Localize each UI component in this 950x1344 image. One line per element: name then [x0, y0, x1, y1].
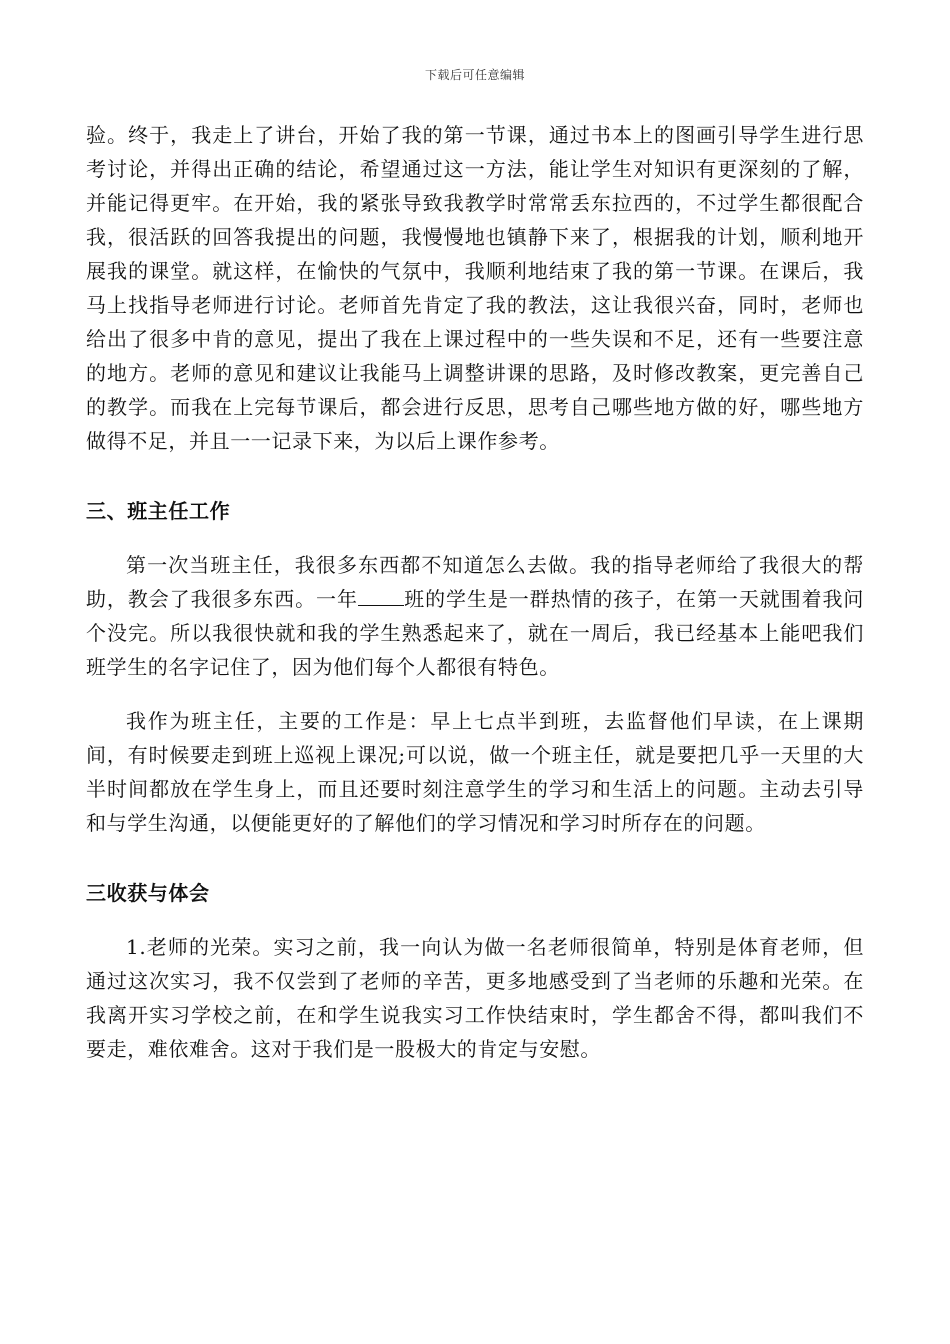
spacer: [86, 910, 864, 930]
paragraph-first-lesson: 验。终于，我走上了讲台，开始了我的第一节课，通过书本上的图画引导学生进行思考讨论，并得出正确的结论，希望通过这一方法，能让学生对知识有更深刻的了解，并能记得更牢。在开始，我的紧张导致我教学时常常丢东拉西的，不过学生都很配合我，很活跃的回答我提出的问题，我慢慢地也镇静下来了，根据我的计划，顺利地开展我的课堂。就这样，在愉快的气氛中，我顺利地结束了我的第一节课。在课后，我马上找指导老师进行讨论。老师首先肯定了我的教法，这让我很兴奋，同时，老师也给出了很多中肯的意见，提出了我在上课过程中的一些失误和不足，还有一些要注意的地方。老师的意见和建议让我能马上调整讲课的思路，及时修改教案，更完善自己的教学。而我在上完每节课后，都会进行反思，思考自己哪些地方做的好，哪些地方做得不足，并且一一记录下来，为以后上课作参考。: [86, 123, 864, 453]
paragraph-text-part-2: 班的学生是一群热情的孩子，在第一天就围着我问个没完。所以我很快就和我的学生熟悉起来了，就在一周后，我已经基本上能吧我们班学生的名字记住了，因为他们每个人都很有特色。: [86, 587, 864, 679]
paragraph-class-teacher-duties: 我作为班主任，主要的工作是：早上七点半到班，去监督他们早读，在上课期间，有时候要走到班上巡视上课况;可以说，做一个班主任，就是要把几乎一天里的大半时间都放在学生身上，而且还要时刻注意学生的学习和生活上的问题。主动去引导和与学生沟通，以便能更好的了解他们的学习情况和学习时所存在的问题。: [86, 709, 864, 835]
section-heading-gains: 三收获与体会: [86, 881, 210, 905]
document-body: [86, 118, 864, 1066]
paragraph-first-time-class-teacher: [86, 548, 864, 684]
spacer: [86, 684, 864, 704]
spacer: [86, 458, 864, 494]
spacer: [86, 840, 864, 876]
page-header: 下载后可任意编辑: [424, 68, 525, 82]
section-heading-class-teacher: 三、班主任工作: [86, 499, 231, 523]
paragraph-text-part-1: 第一次当班主任，我很多东西都不知道怎么去做。我的指导老师给了我很大的帮助，教会了我很多东西。一年: [86, 553, 864, 611]
spacer: [86, 528, 864, 548]
paragraph-teacher-honor: 1.老师的光荣。实习之前，我一向认为做一名老师很简单，特别是体育老师，但通过这次实习，我不仅尝到了老师的辛苦，更多地感受到了当老师的乐趣和光荣。在我离开实习学校之前，在和学生说我实习工作快结束时，学生都舍不得，都叫我们不要走，难依难舍。这对于我们是一股极大的肯定与安慰。: [86, 935, 864, 1061]
fill-in-blank-line: [358, 587, 404, 606]
